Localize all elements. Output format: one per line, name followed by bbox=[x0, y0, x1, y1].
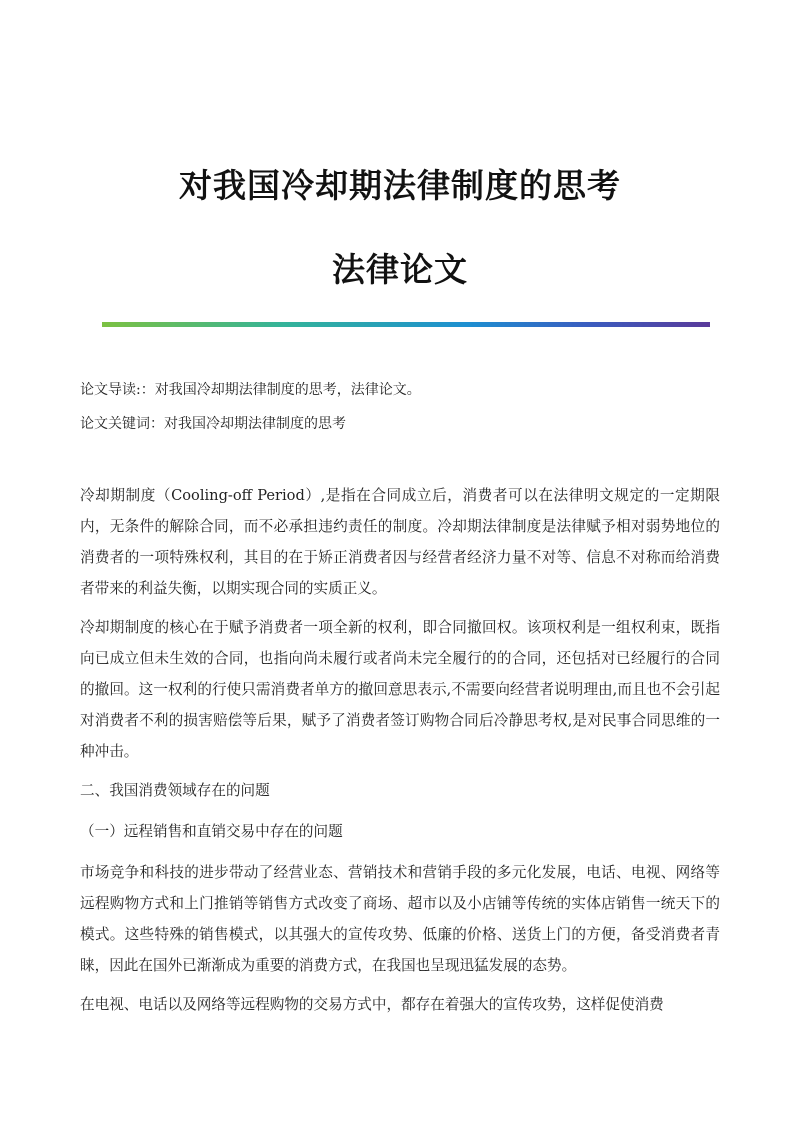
body-paragraph: 冷却期制度的核心在于赋予消费者一项全新的权利，即合同撤回权。该项权利是一组权利束，既指向已成立但未生效的合同，也指向尚未履行或者尚未完全履行的的合同，还包括对已经履行的合同的撤回。这一权利的行使只需消费者单方的撤回意思表示,不需要向经营者说明理由,而且也不会引起对消费者不利的损害赔偿等后果，赋予了消费者签订购物合同后冷静思考权,是对民事合同思维的一种冲击。 bbox=[80, 619, 720, 760]
body-paragraph: 市场竞争和科技的进步带动了经营业态、营销技术和营销手段的多元化发展，电话、电视、网络等远程购物方式和上门推销等销售方式改变了商场、超市以及小店铺等传统的实体店销售一统天下的模式。这些特殊的销售模式，以其强大的宣传攻势、低廉的价格、送货上门的方便，备受消费者青睐，因此在国外已渐渐成为重要的消费方式，在我国也呈现迅猛发展的态势。 bbox=[80, 864, 720, 974]
paper-keywords: 论文关键词：对我国冷却期法律制度的思考 bbox=[80, 416, 346, 432]
subsection-heading: （一）远程销售和直销交易中存在的问题 bbox=[80, 823, 343, 840]
document-subtitle: 法律论文 bbox=[332, 250, 468, 289]
document-title: 对我国冷却期法律制度的思考 bbox=[179, 166, 621, 205]
section-heading: 二、我国消费领域存在的问题 bbox=[80, 782, 270, 799]
body-paragraph: 在电视、电话以及网络等远程购物的交易方式中，都存在着强大的宣传攻势，这样促使消费 bbox=[80, 996, 664, 1013]
gradient-divider bbox=[102, 322, 710, 327]
body-paragraph: 冷却期制度（Cooling-off Period）,是指在合同成立后，消费者可以在法律明文规定的一定期限内，无条件的解除合同，而不必承担违约责任的制度。冷却期法律制度是法律赋予相对弱势地位的消费者的一项特殊权利，其目的在于矫正消费者因与经营者经济力量不对等、信息不对称而给消费者带来的利益失衡，以期实现合同的实质正义。 bbox=[80, 487, 720, 597]
document-body bbox=[80, 480, 720, 1028]
paper-guide: 论文导读:：对我国冷却期法律制度的思考，法律论文。 bbox=[80, 382, 421, 398]
